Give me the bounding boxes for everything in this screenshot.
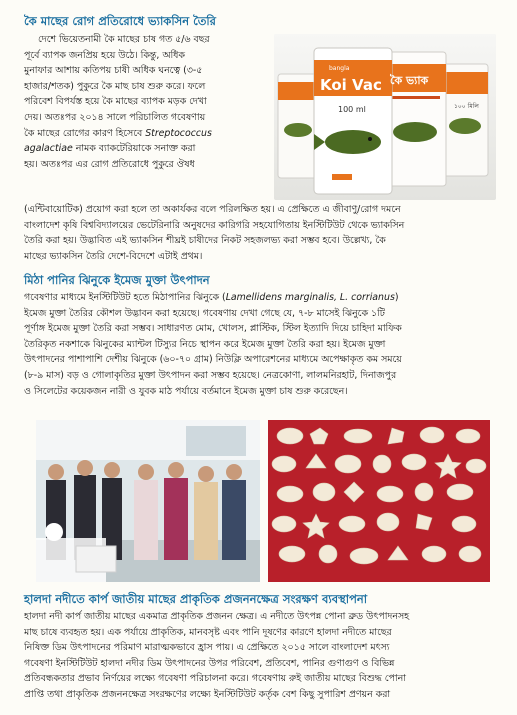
text-line [24, 126, 268, 142]
heading-halda-river: হালদা নদীতে কার্প জাতীয় মাছের প্রাকৃতিক প্রজননক্ষেত্র সংরক্ষণ ব্যবস্থাপনা [24, 592, 368, 606]
text-line: গবেষণা ইনস্টিটিউট হালদা নদীর ডিম উৎপাদনের উপর পরিবেশ, প্রতিবেশ, পানির গুণাগুণ ও বিভিন্ন [24, 657, 395, 669]
text-fragment: ) [394, 292, 399, 303]
text-line: হয়। অতঃপর এর রোগ প্রতিরোধে পুকুরে ঔষধ [24, 158, 195, 170]
text-line: বাংলাদেশ কৃষি বিশ্ববিদ্যালয়ের ভেটেরিনারি অনুষদের কারিগরি সহযোগিতায় ইনস্টিটিউট থেকে ভ্যাকসিন [24, 219, 405, 231]
text-line: নিষিক্ত ডিম উৎপাদনের পরিমাণ মারাত্মকভাবে হ্রাস পায়। এ প্রেক্ষিতে ২০১৫ সালে বাংলাদেশ মৎস্য [24, 642, 390, 654]
text-line [24, 290, 494, 306]
text-line: ও সিলেটের কয়েকজন নারী ও যুবক মাঠ পর্যায়ে বর্তমানে ইমেজ মুক্তা চাষ শুরু করেছেন। [24, 385, 348, 397]
scientific-name: agalactiae [24, 143, 73, 155]
paragraph-pearl [24, 290, 494, 399]
bottle-front [314, 48, 392, 194]
text-line: হাজার/শতক) পুকুরে কৈ মাছ চাষ শুরু করে। ফলে [24, 80, 206, 92]
image-pearls-photo [268, 420, 490, 582]
paragraph-halda-river [24, 609, 494, 703]
text-line: পূর্ণাঙ্গ ইমেজ মুক্তা তৈরি করা সম্ভব। সাধারণত মোম, খোলস, প্লাস্টিক, স্টিল ইত্যাদি দিয়ে চাহিদা মাফিক [24, 323, 402, 335]
text-line: পূর্বে ব্যাপক জনপ্রিয় হয়ে উঠে। কিন্তু, অধিক [24, 49, 185, 61]
koi-vac-bottles-image [274, 34, 496, 200]
text-line: প্রতিবন্ধকতার প্রভাব নির্ণয়ের লক্ষ্যে গবেষণা পরিচালনা করে। গবেষণায় রুই জাতীয় মাছের বিশুদ্ধ পোনা [24, 673, 406, 685]
product-brand-name: Koi Vac [320, 76, 382, 94]
text-line: দেয়। অতঃপর ২০১৪ সালে পরিচালিত গবেষণায় [24, 111, 206, 123]
text-line: ইমেজ মুক্তা তৈরির কৌশল উদ্ভাবন করা হয়েছে। গবেষণায় দেখা গেছে যে, ৭-৮ মাসেই ঝিনুকে ১টি [24, 307, 385, 319]
people-event-photo [36, 420, 260, 582]
text-line: মাছের ভ্যাকসিন তৈরি দেশে-বিদেশে এটাই প্রথম। [24, 250, 203, 262]
text-line: উৎপাদনের পাশাপাশি দেশীয় ঝিনুকে (৬০-৭০ গ্রাম) নিউক্লি অপারেশনের মাধ্যমে অপেক্ষাকৃত কম সময়ে [24, 354, 402, 366]
text-line: প্রাপ্তি তথা প্রাকৃতিক প্রজননক্ষেত্র সংরক্ষণের লক্ষ্যে ইনস্টিটিউট কর্তৃক বেশ কিছু সুপারিশ প্রণয়ন করা [24, 688, 391, 700]
text-line: দেশে ভিয়েতনামী কৈ মাছের চাষ গত ৫/৬ বছর [38, 34, 210, 45]
koi-vac-product-photo [274, 34, 496, 200]
scientific-name: Streptococcus [145, 127, 212, 139]
people-event-image [36, 420, 260, 582]
image-pearls-tray [268, 420, 490, 582]
paragraph-koi-vaccine-wide [24, 202, 494, 264]
text-line: মুনাফার আশায় কতিপয় চাষী অধিক ঘনত্বে (৩-৫ [24, 65, 203, 77]
heading-koi-vaccine: কৈ মাছের রোগ প্রতিরোধে ভ্যাকসিন তৈরি [24, 14, 216, 28]
text-fragment: গবেষণার মাধ্যমে ইনস্টিটিউট হতে মিঠাপানির ঝিনুকে ( [24, 292, 226, 303]
heading-pearl: মিঠা পানির ঝিনুকে ইমেজ মুক্তা উৎপাদন [24, 273, 210, 287]
bottle-left [278, 74, 318, 178]
text-line: তৈরিকৃত নকশাকে ঝিনুকের ম্যান্টল টিস্যুর নিচে স্থাপন করে ইমেজ মুক্তা তৈরি করা হয়। ইমেজ মুক্তা [24, 338, 386, 350]
bottle-right [442, 64, 488, 176]
product-volume-bangla: ১০০ মিলি [454, 103, 479, 110]
text-line: হালদা নদী কার্প জাতীয় মাছের একমাত্র প্রাকৃতিক প্রজনন ক্ষেত্র। এ নদীতে উৎপন্ন পোনা ব্রুড উৎপাদনসহ [24, 611, 410, 622]
text-fragment: কৈ মাছের রোগের কারণ হিসেবে [24, 127, 143, 139]
text-line [24, 141, 268, 157]
text-line: পরিবেশ বিপর্যস্ত হয়ে কৈ মাছের ব্যাপক মড়ক দেখা [24, 96, 207, 108]
scientific-name: Lamellidens marginalis, L. corrianus [225, 292, 395, 303]
product-brand-small: bangla [329, 65, 350, 72]
text-line: মাছ চাষে ব্যবহৃত হয়। এক পর্যায়ে প্রাকৃতিক, মানবসৃষ্ট এবং পানি দূষণের কারণে হালদা নদীতে মাছের [24, 626, 392, 638]
text-line: (এন্টিবায়োটিক) প্রয়োগ করা হলে তা অকার্যকর বলে পরিলক্ষিত হয়। এ প্রেক্ষিতে এ জীবাণু/রোগ দমনে [24, 204, 401, 215]
text-line: (৮-৯ মাস) বড় ও গোলাকৃতির মুক্তা উৎপাদন করা সম্ভব হয়েছে। নেত্রকোণা, লালমনিরহাট, দিনাজপুর [24, 369, 397, 381]
product-bangla-name: কৈ ভ্যাক [390, 74, 429, 87]
paragraph-koi-vaccine-narrow [24, 32, 268, 172]
bottle-middle [384, 52, 446, 186]
product-volume: 100 ml [338, 105, 366, 114]
text-line: তৈরি করা হয়। উদ্ভাবিত এই ভ্যাকসিন শীঘ্রই চাষীদের নিকট সহজলভ্য করা সম্ভব হবে। উল্লেখ্য, কৈ [24, 235, 386, 247]
text-fragment: নামক ব্যাকটেরিয়াকে সনাক্ত করা [75, 143, 196, 155]
